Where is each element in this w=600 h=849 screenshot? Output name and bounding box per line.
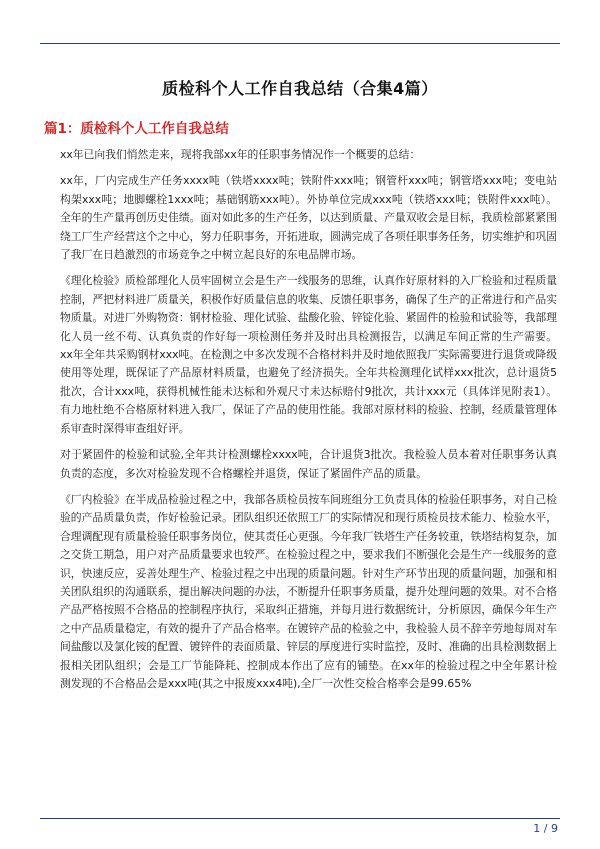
paragraph-production: xx年，厂内完成生产任务xxxx吨（铁塔xxxx吨；铁附件xxx吨；钢管杆xxx吨；钢管塔xxx吨；变电站构架xxx吨；地脚螺栓1xxx吨；基础钢筋xxx吨）。外协单位完成xxx吨（铁塔xxx吨；铁附件xxx吨）。全年的生产量再创历史佳绩。面对如此多的生产任务，以达到质量、产量双收会是目标，我质检部紧紧围绕工厂生产经营这个之中心，努力任职事务，开拓进取，圆满完成了各项任职事务任务，切实维护和巩固了我厂在日趋激烈的市场竞争之中树立起良好的东电品牌市场。 [60,174,557,262]
paragraph-factory-inspection: 《厂内检验》在半成品检验过程之中，我部各质检员按车间班组分工负责具体的检验任职事务，对自己检验的产品质量负责，作好检验记录。团队组织还依照工厂的实际情况和现行质检员技术能力、检验水平，合理调配现有质量检验任职事务岗位，使其责任心更强。今年我厂铁塔生产任务较重，铁塔结构复杂，加之交货工期急，用户对产品质量要求也较严。在检验过程之中，要求我们不断强化会是生产一线服务的意识，快速反应，妥善处理生产、检验过程之中出现的质量问题。针对生产环节出现的质量问题，加强和相关团队组织的沟通联系，提出解决问题的办法，不断提升任职事务质量，提升处理问题的效果。对不合格产品严格按照不合格品的控制程序执行，采取纠正措施，并每月进行数据统计，分析原因，确保今年生产之中产品质量稳定，有效的提升了产品合格率。在镀锌产品的检验之中，我检验人员不辞辛劳地每周对车间盐酸以及氯化铵的配置、镀锌件的表面质量、锌层的厚度进行实时监控，及时、准确的出具检测数据上报相关团队组织；会是工厂节能降耗、控制成本作出了应有的铺垫。在xx年的检验过程之中全年累计检测发现的不合格品会是xxx吨(其之中报废xxx4吨),全厂一次性交检合格率会是99.65% [60,492,557,690]
footer-rule [40,818,560,819]
paragraph-fasteners: 对于紧固件的检验和试验,全年共计检测螺栓xxxx吨，合计退货3批次。我检验人员本着对任职事务认真负责的态度，多次对检验发现不合格螺栓并退货，保证了紧固件产品的质量。 [60,448,557,480]
page-number: 1 / 9 [533,822,558,835]
section-heading: 篇1：质检科个人工作自我总结 [44,121,229,137]
document-body [60,146,557,701]
paragraph-intro: xx年已向我们悄然走来，现将我部xx年的任职事务情况作一个概要的总结： [60,148,421,161]
page-title: 质检科个人工作自我总结（合集4篇） [162,79,438,98]
header-rule [40,43,560,44]
paragraph-physchem: 《理化检验》质检部理化人员牢固树立会是生产一线服务的思维，认真作好原材料的入厂检验和过程质量控制，严把材料进厂质量关，积极作好质量信息的收集、反馈任职事务，确保了生产的正常进行和产品实物质量。对进厂外购物资：钢材检验、理化试验、盐酸化验、锌锭化验、紧固件的检验和试验等，我部理化人员一丝不苟、认真负责的作好每一项检测任务并及时出具检测报告，以满足车间正常的生产需要。xx年全年共采购钢材xxx吨。在检测之中多次发现不合格材料并及时地依照我厂实际需要进行退货或降级使用等处理，既保证了产品原材料质量，也避免了经济损失。全年共检测理化试样xxx批次，总计退货5批次，合计xxx吨，获得机械性能未达标和外观尺寸未达标赔付9批次，共计xxx元（具体详见附表1）。有力地杜绝不合格原材料进入我厂，保证了产品的使用性能。我部对原材料的检验、控制，经质量管理体系审查时深得审查组好评。 [60,274,557,435]
